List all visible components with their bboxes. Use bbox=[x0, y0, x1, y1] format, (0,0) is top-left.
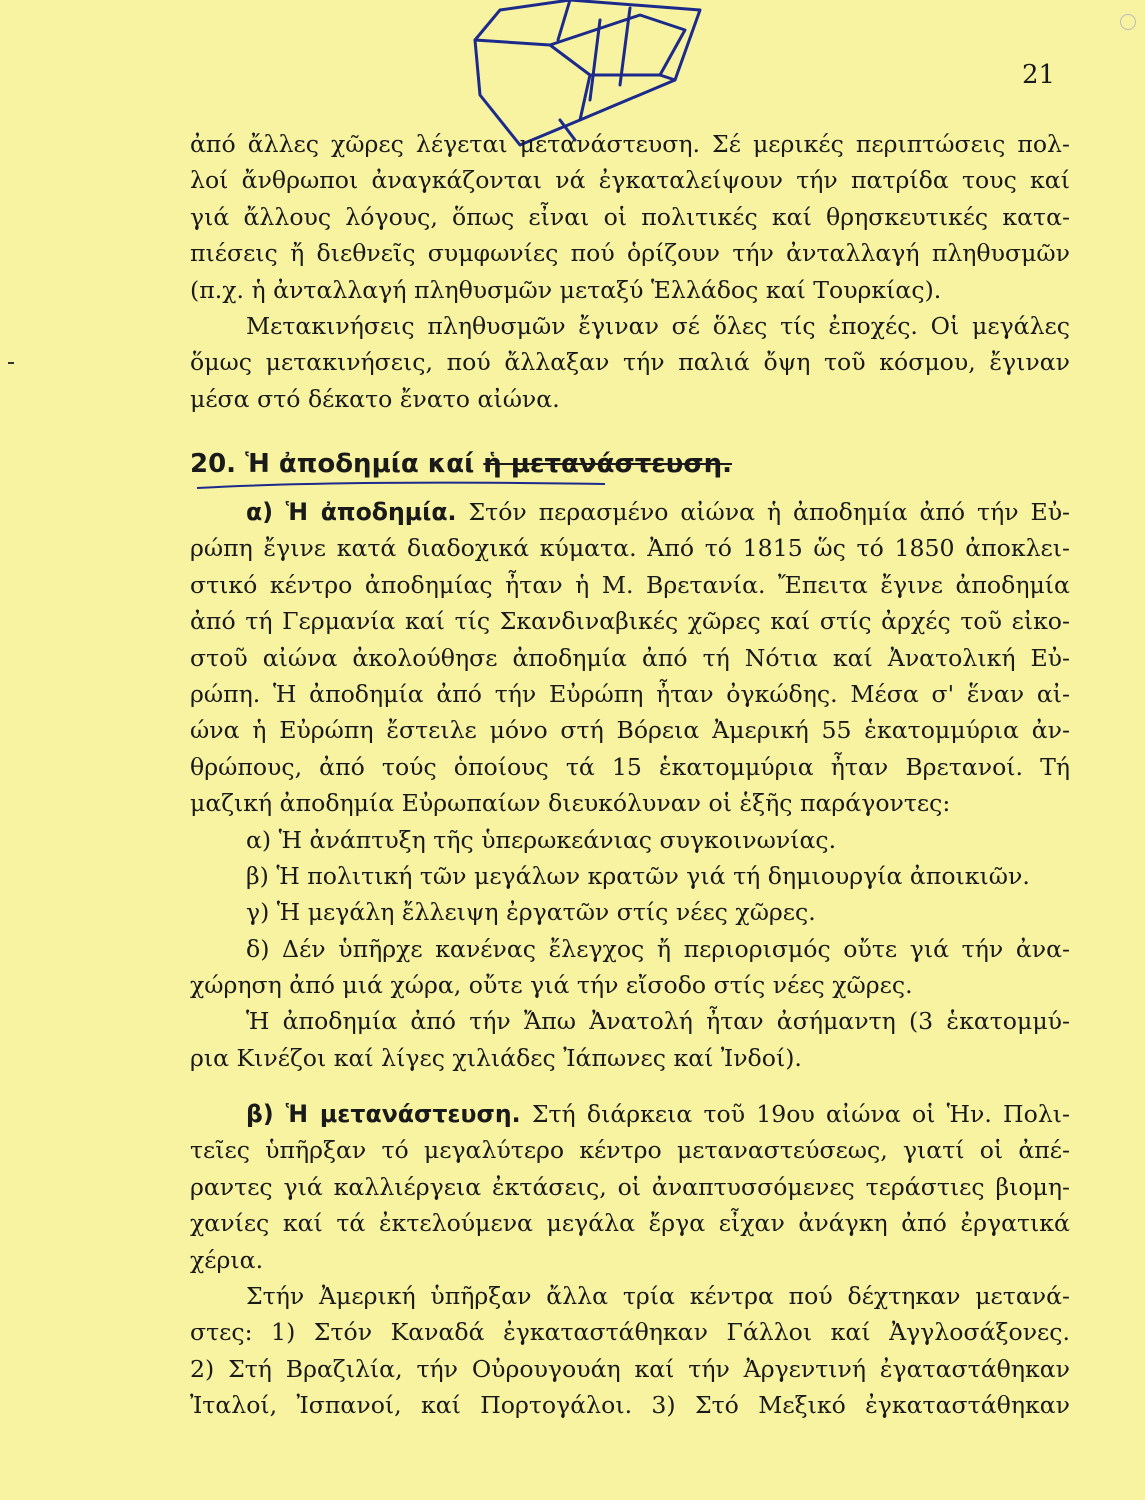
text-line: ἀπό τή Γερμανία καί τίς Σκανδιναβικές χῶρες καί στίς ἀρχές τοῦ εἰκο- bbox=[190, 607, 1070, 636]
text-line: μαζική ἀποδημία Εὐρωπαίων διευκόλυναν οἱ ἑξῆς παράγοντες: bbox=[190, 789, 951, 818]
section-a bbox=[190, 494, 1070, 1076]
text-line: ραντες γιά καλλιέργεια ἐκτάσεις, οἱ ἀναπτυσσόμενες τεράστιες βιομη- bbox=[190, 1172, 1070, 1201]
text-line: ρια Κινέζοι καί λίγες χιλιάδες Ἰάπωνες καί Ἰνδοί). bbox=[190, 1043, 802, 1072]
heading-number: 20. bbox=[190, 449, 237, 479]
text-span: Στόν περασμένο αἰώνα ἡ ἀποδημία ἀπό τήν Εὐ- bbox=[468, 498, 1071, 526]
heading-title-part-2: ἡ μετανάστευση. bbox=[483, 449, 732, 479]
text-line: λοί ἄνθρωποι ἀναγκάζονται νά ἐγκαταλείψουν τήν πατρίδα τους καί bbox=[190, 166, 1070, 195]
factor-item: δ) Δέν ὑπῆρχε κανένας ἔλεγχος ἤ περιορισμός οὔτε γιά τήν ἀνα- bbox=[246, 934, 1070, 963]
text-line: τεῖες ὑπῆρξαν τό μεγαλύτερο κέντρο μεταναστεύσεως, γιατί οἱ ἀπέ- bbox=[190, 1136, 1070, 1165]
text-line: 2) Στή Βραζιλία, τήν Οὐρουγουάη καί τήν Ἀργεντινή ἐγαταστάθηκαν bbox=[190, 1354, 1070, 1383]
text-line: στες: 1) Στόν Καναδά ἐγκαταστάθηκαν Γάλλοι καί Ἀγγλοσάξονες. bbox=[190, 1318, 1070, 1347]
text-line bbox=[190, 494, 1070, 530]
text-span: Στή διάρκεια τοῦ 19ου αἰώνα οἱ Ἡν. Πολι- bbox=[531, 1100, 1071, 1128]
text-line: Μετακινήσεις πληθυσμῶν ἔγιναν σέ ὅλες τίς ἐποχές. Οἱ μεγάλες bbox=[246, 311, 1070, 340]
text-line: χανίες καί τά ἐκτελούμενα μεγάλα ἔργα εἶχαν ἀνάγκη ἀπό ἐργατικά bbox=[190, 1209, 1070, 1238]
text-line: γιά ἄλλους λόγους, ὅπως εἶναι οἱ πολιτικές καί θρησκευτικές κατα- bbox=[190, 202, 1070, 231]
text-line: χέρια. bbox=[190, 1245, 264, 1274]
factor-item: γ) Ἡ μεγάλη ἔλλειψη ἐργατῶν στίς νέες χῶρες. bbox=[246, 898, 816, 927]
text-line: στικό κέντρο ἀποδημίας ἦταν ἡ Μ. Βρετανία. Ἔπειτα ἔγινε ἀποδημία bbox=[190, 570, 1070, 599]
text-line: ρώπη. Ἡ ἀποδημία ἀπό τήν Εὐρώπη ἦταν ὀγκώδης. Μέσα σ' ἕναν αἰ- bbox=[190, 679, 1070, 708]
section-b bbox=[190, 1096, 1070, 1424]
text-line: θρώπους, ἀπό τούς ὁποίους τά 15 ἑκατομμύρια ἦταν Βρετανοί. Τή bbox=[190, 752, 1070, 781]
text-line: μέσα στό δέκατο ἔνατο αἰώνα. bbox=[190, 384, 560, 413]
intro-paragraph bbox=[190, 126, 1070, 417]
text-line: (π.χ. ἡ ἀνταλλαγή πληθυσμῶν μεταξύ Ἑλλάδος καί Τουρκίας). bbox=[190, 275, 942, 304]
text-line bbox=[190, 1096, 1070, 1132]
text-line: Ἡ ἀποδημία ἀπό τήν Ἄπω Ἀνατολή ἦταν ἀσήμαντη (3 ἑκατομμύ- bbox=[246, 1007, 1070, 1036]
text-line: ὅμως μετακινήσεις, πού ἄλλαξαν τήν παλιά ὄψη τοῦ κόσμου, ἔγιναν bbox=[190, 348, 1070, 377]
section-a-label: α) Ἡ ἀποδημία. bbox=[246, 498, 457, 526]
factor-item: α) Ἡ ἀνάπτυξη τῆς ὑπερωκεάνιας συγκοινωνίας. bbox=[246, 825, 837, 854]
text-line: ώνα ἡ Εὐρώπη ἔστειλε μόνο στή Βόρεια Ἀμερική 55 ἑκατομμύρια ἀν- bbox=[190, 716, 1070, 745]
page-number: 21 bbox=[1022, 60, 1056, 90]
text-line: στοῦ αἰώνα ἀκολούθησε ἀποδημία ἀπό τή Νότια καί Ἀνατολική Εὐ- bbox=[190, 643, 1070, 672]
section-b-label: β) Ἡ μετανάστευση. bbox=[246, 1100, 521, 1128]
text-line: χώρηση ἀπό μιά χώρα, οὔτε γιά τήν εἴσοδο στίς νέες χῶρες. bbox=[190, 971, 913, 1000]
heading-title-part-1: Ἡ ἀποδημία καί bbox=[245, 449, 475, 479]
text-line: πιέσεις ἤ διεθνεῖς συμφωνίες πού ὁρίζουν τήν ἀνταλλαγή πληθυσμῶν bbox=[190, 239, 1070, 268]
text-line: ρώπη ἔγινε κατά διαδοχικά κύματα. Ἀπό τό 1815 ὥς τό 1850 ἀποκλει- bbox=[190, 534, 1070, 563]
scan-mark bbox=[1120, 14, 1136, 30]
factor-item: β) Ἡ πολιτική τῶν μεγάλων κρατῶν γιά τή δημιουργία ἀποικιῶν. bbox=[246, 861, 1030, 890]
text-line: ἀπό ἄλλες χῶρες λέγεται μετανάστευση. Σέ μερικές περιπτώσεις πολ- bbox=[190, 130, 1070, 158]
text-line: Στήν Ἀμερική ὑπῆρξαν ἄλλα τρία κέντρα πού δέχτηκαν μετανά- bbox=[246, 1281, 1070, 1310]
text-line: Ἰταλοί, Ἰσπανοί, καί Πορτογάλοι. 3) Στό Μεξικό ἐγκαταστάθηκαν bbox=[190, 1391, 1070, 1420]
section-heading bbox=[190, 446, 1070, 482]
scan-mark bbox=[8, 362, 14, 364]
pen-underline bbox=[195, 478, 615, 492]
